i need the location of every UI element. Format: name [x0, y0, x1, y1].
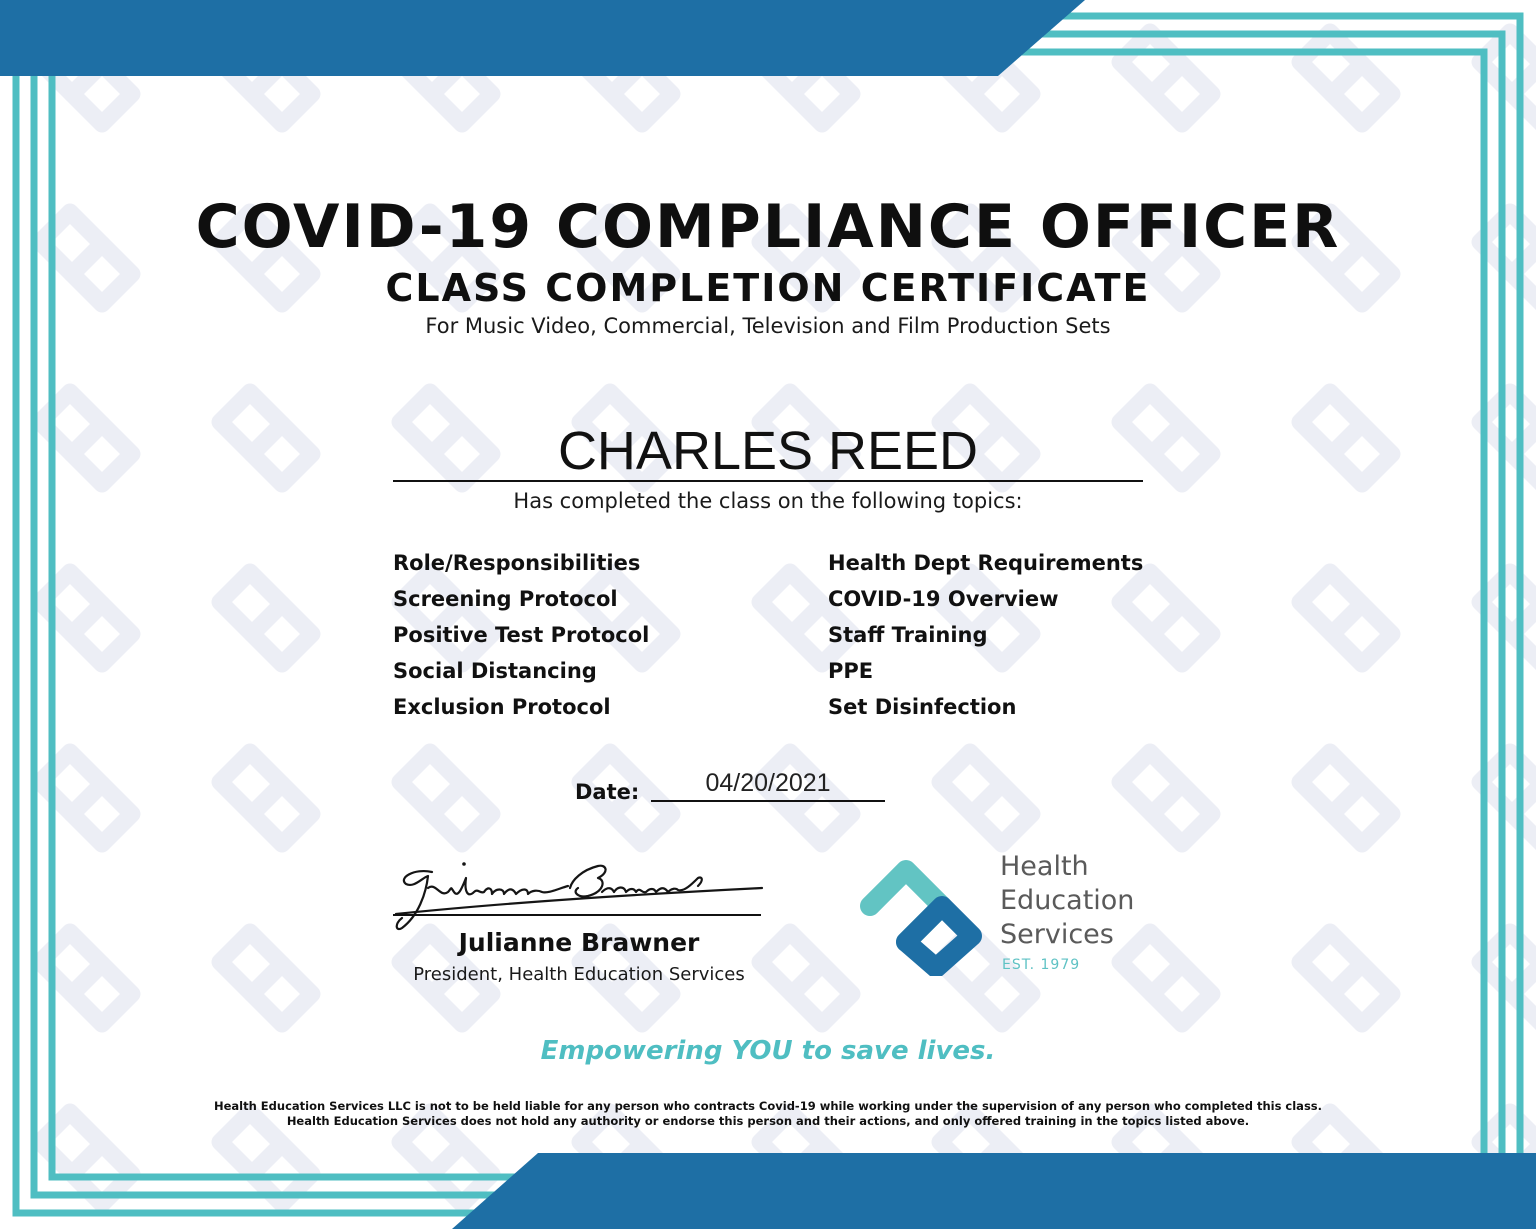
- topic-item: PPE: [828, 659, 874, 683]
- organization-name-line: Education: [1000, 885, 1135, 916]
- topic-item: Social Distancing: [393, 659, 597, 683]
- slogan: Empowering YOU to save lives.: [540, 1036, 996, 1066]
- certificate-scope: For Music Video, Commercial, Television and Film Production Sets: [425, 314, 1111, 338]
- topic-item: Staff Training: [828, 623, 988, 647]
- bottom-blue-band: [452, 1153, 1536, 1229]
- certificate-subtitle: CLASS COMPLETION CERTIFICATE: [385, 266, 1151, 310]
- topics-list: [393, 552, 1173, 719]
- date-value: 04/20/2021: [705, 769, 831, 797]
- certificate-title: COVID-19 COMPLIANCE OFFICER: [195, 192, 1341, 262]
- organization-name-line: Services: [1000, 919, 1114, 950]
- topic-item: Health Dept Requirements: [828, 551, 1144, 575]
- topic-item: COVID-19 Overview: [828, 587, 1059, 611]
- signer-name: Julianne Brawner: [458, 928, 700, 957]
- date-label: Date:: [575, 780, 640, 804]
- topic-item: Exclusion Protocol: [393, 695, 611, 719]
- topic-item: Role/Responsibilities: [393, 551, 641, 575]
- signer-title: President, Health Education Services: [413, 964, 745, 985]
- signature-line: [393, 914, 761, 916]
- name-underline: [393, 480, 1143, 482]
- topic-item: Set Disinfection: [828, 695, 1017, 719]
- organization-name-line: Health: [1000, 851, 1089, 882]
- completion-statement: Has completed the class on the following topics:: [513, 489, 1023, 513]
- topic-item: Positive Test Protocol: [393, 623, 650, 647]
- top-blue-band: [0, 0, 1085, 76]
- signature-image: [392, 858, 764, 934]
- topic-item: Screening Protocol: [393, 587, 618, 611]
- recipient-name: CHARLES REED: [557, 421, 979, 481]
- organization-established: EST. 1979: [1002, 957, 1081, 973]
- organization-logo-icon: [850, 852, 982, 976]
- disclaimer-line: Health Education Services LLC is not to be held liable for any person who contracts Covid-19 while working under the supervision of any person who completed this class.: [213, 1099, 1322, 1113]
- date-underline: [651, 800, 885, 802]
- disclaimer-line: Health Education Services does not hold any authority or endorse this person and their actions, and only offered training in the topics listed above.: [286, 1114, 1250, 1128]
